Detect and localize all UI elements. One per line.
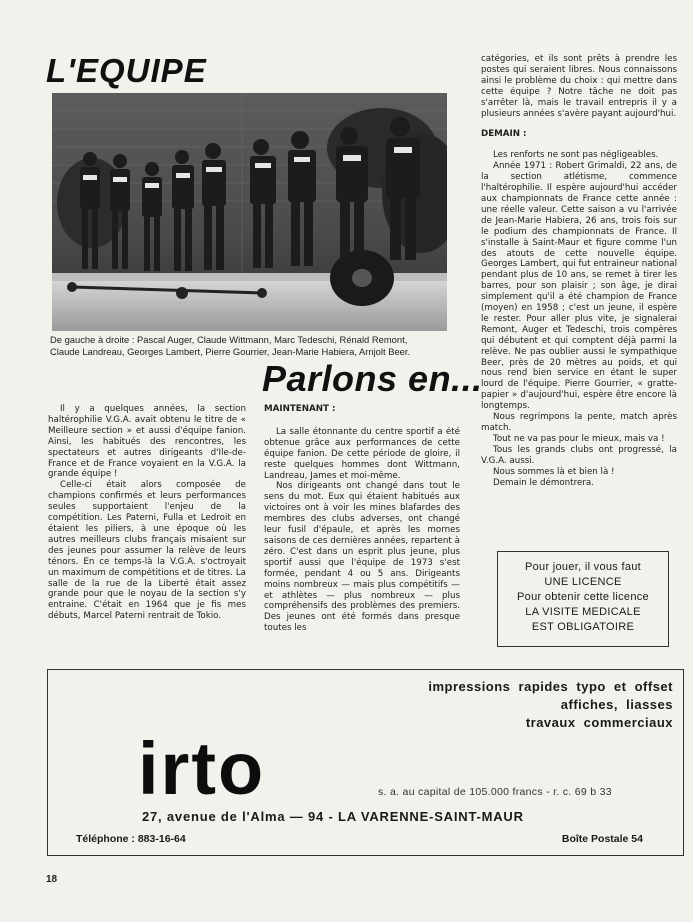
ad-services-line: travaux commerciaux (525, 715, 673, 730)
team-photo-image (52, 93, 447, 331)
paragraph: Il y a quelques années, la section haltérophilie V.G.A. avait obtenu le titre de « Meilleure section » et aussi d'équipe fanion. Ainsi, les habitués des rencontres, les spectateurs et autres dirigeants d'Ile-de-France et de France voyaient en la V.G.A. la grande équipe ! (48, 404, 246, 480)
section-subheadline: Parlons en... (262, 358, 483, 399)
page-headline: L'EQUIPE (46, 52, 207, 89)
article-column-1 (48, 404, 246, 622)
team-photo (52, 93, 447, 331)
paragraph: Nos dirigeants ont changé dans tout le sens du mot. Eux qui étaient habitués aux victoires ont à voir les mines blafardes des membres des clubs adverses, ont changé leur fusil d'épaule, et après les mornes saisons de ces dernières années, repartent à zéro. C'est dans un esprit plus jeune, plus sportif aussi que l'équipe de 1973 s'est formée, pendant 4 ou 5 ans. Dirigeants moins nombreux — mais plus compétitifs — et athlètes — plus nombreux — plus compréhensifs des problèmes des premiers. Des jeunes ont été formés dans presque toutes les (264, 481, 460, 634)
paragraph: Année 1971 : Robert Grimaldi, 22 ans, de la section atlétisme, commence l'haltérophilie. Il espère aujourd'hui accéder aux championnats de France cette année : une réelle valeur. Cette saison a vu l'arrivée de Jean-Marie Habiera, 26 ans, trois fois sur le podium des championnats de France. Il s'installe à Saint-Maur et figure comme l'un des atouts de cette nouvelle équipe. Georges Lambert, qui fut entraineur national pendant plus de 10 ans, se remet à tirer les barres, pour son plaisir ; son âge, je dirai simplement qu'il a été champion de France (moyen) en 1958 ; c'est un jeune, il espère le rester. Pour aller plus vite, je signalerai Remont, Auger et Tedeschi, trois compères qui débutent et qui comptent déjà parmi la relève. Ne pas oublier aussi le sympathique Beer, près de 20 mètres au poids, et qui nous rend bien service en étant le super lourd de l'équipe. Pierre Gourrier, « gratte-papier » d'aujourd'hui, espère être encore là longtemps. (481, 161, 677, 412)
section-heading: MAINTENANT : (264, 404, 336, 414)
notice-line: UNE LICENCE (544, 576, 622, 588)
printer-advertisement (47, 669, 684, 856)
ad-legal-info: s. a. au capital de 105.000 francs - r. c. 69 b 33 (378, 786, 612, 798)
paragraph: Nous sommes là et bien là ! (493, 466, 615, 477)
ad-services-line: affiches, liasses (560, 697, 673, 712)
ad-services (428, 678, 673, 732)
ad-po-box: Boîte Postale 54 (561, 833, 643, 845)
article-column-2 (264, 404, 460, 634)
page-number: 18 (46, 874, 58, 885)
paragraph: Les renforts ne sont pas négligeables. (493, 150, 659, 161)
paragraph: Celle-ci était alors composée de champions confirmés et leurs performances seules supportaient l'enjeu de la compétition. Les Paterni, Fulla et Ledroit en étaient les piliers, à une époque où les autres meilleurs clubs français misaient sur des jeunes pour assumer la relève de leurs ténors. En ce temps-là la V.G.A. s'octroyait un maximum de compétitions et de titres. La salle de la rue de la Liberté était assez grande pour que le noyau de la section s'y entraine. C'était en 1964 que je fis mes débuts, Marcel Paterni rentrait de Tokio. (48, 480, 246, 622)
notice-line: Pour obtenir cette licence (517, 591, 649, 603)
photo-caption (50, 334, 455, 359)
article-column-3 (481, 54, 677, 488)
notice-line: LA VISITE MEDICALE (525, 606, 641, 618)
section-heading: DEMAIN : (481, 129, 527, 140)
paragraph: Tous les grands clubs ont progressé, la V.G.A. aussi. (481, 444, 677, 466)
notice-line: EST OBLIGATOIRE (531, 621, 635, 633)
paragraph: Nous regrimpons la pente, match après match. (481, 412, 677, 433)
caption-line: Claude Landreau, Georges Lambert, Pierre Gourrier, Jean-Marie Habiera, Arnjolt Beer. (50, 346, 411, 358)
ad-address: 27, avenue de l'Alma — 94 - LA VARENNE-SAINT-MAUR (142, 809, 524, 824)
ad-phone: Téléphone : 883-16-64 (76, 833, 186, 845)
notice-line: Pour jouer, il vous faut (524, 561, 642, 573)
paragraph: Demain le démontrera. (493, 477, 594, 488)
licence-notice-box (497, 551, 669, 647)
paragraph: Tout ne va pas pour le mieux, mais va ! (493, 433, 665, 444)
caption-line: De gauche à droite : Pascal Auger, Claude Wittmann, Marc Tedeschi, Rénald Remont, (50, 334, 408, 345)
paragraph: catégories, et ils sont prêts à prendre les postes qui seraient libres. Nous connaissons ainsi le problème du choix : qui mettre dans cette équipe ? Notre tâche ne doit pas s'arrêter là, mais le travail entrepris il y a plusieurs années s'avère payant aujourd'hui. (481, 54, 677, 119)
ad-logo: irto (138, 727, 266, 810)
paragraph: La salle étonnante du centre sportif a été obtenue grâce aux performances de cette équipe fanion. De cette période de gloire, il reste quelques hommes dont Wittmann, Landreau, James et moi-même. (264, 426, 460, 481)
ad-services-line: impressions rapides typo et offset (428, 679, 673, 694)
